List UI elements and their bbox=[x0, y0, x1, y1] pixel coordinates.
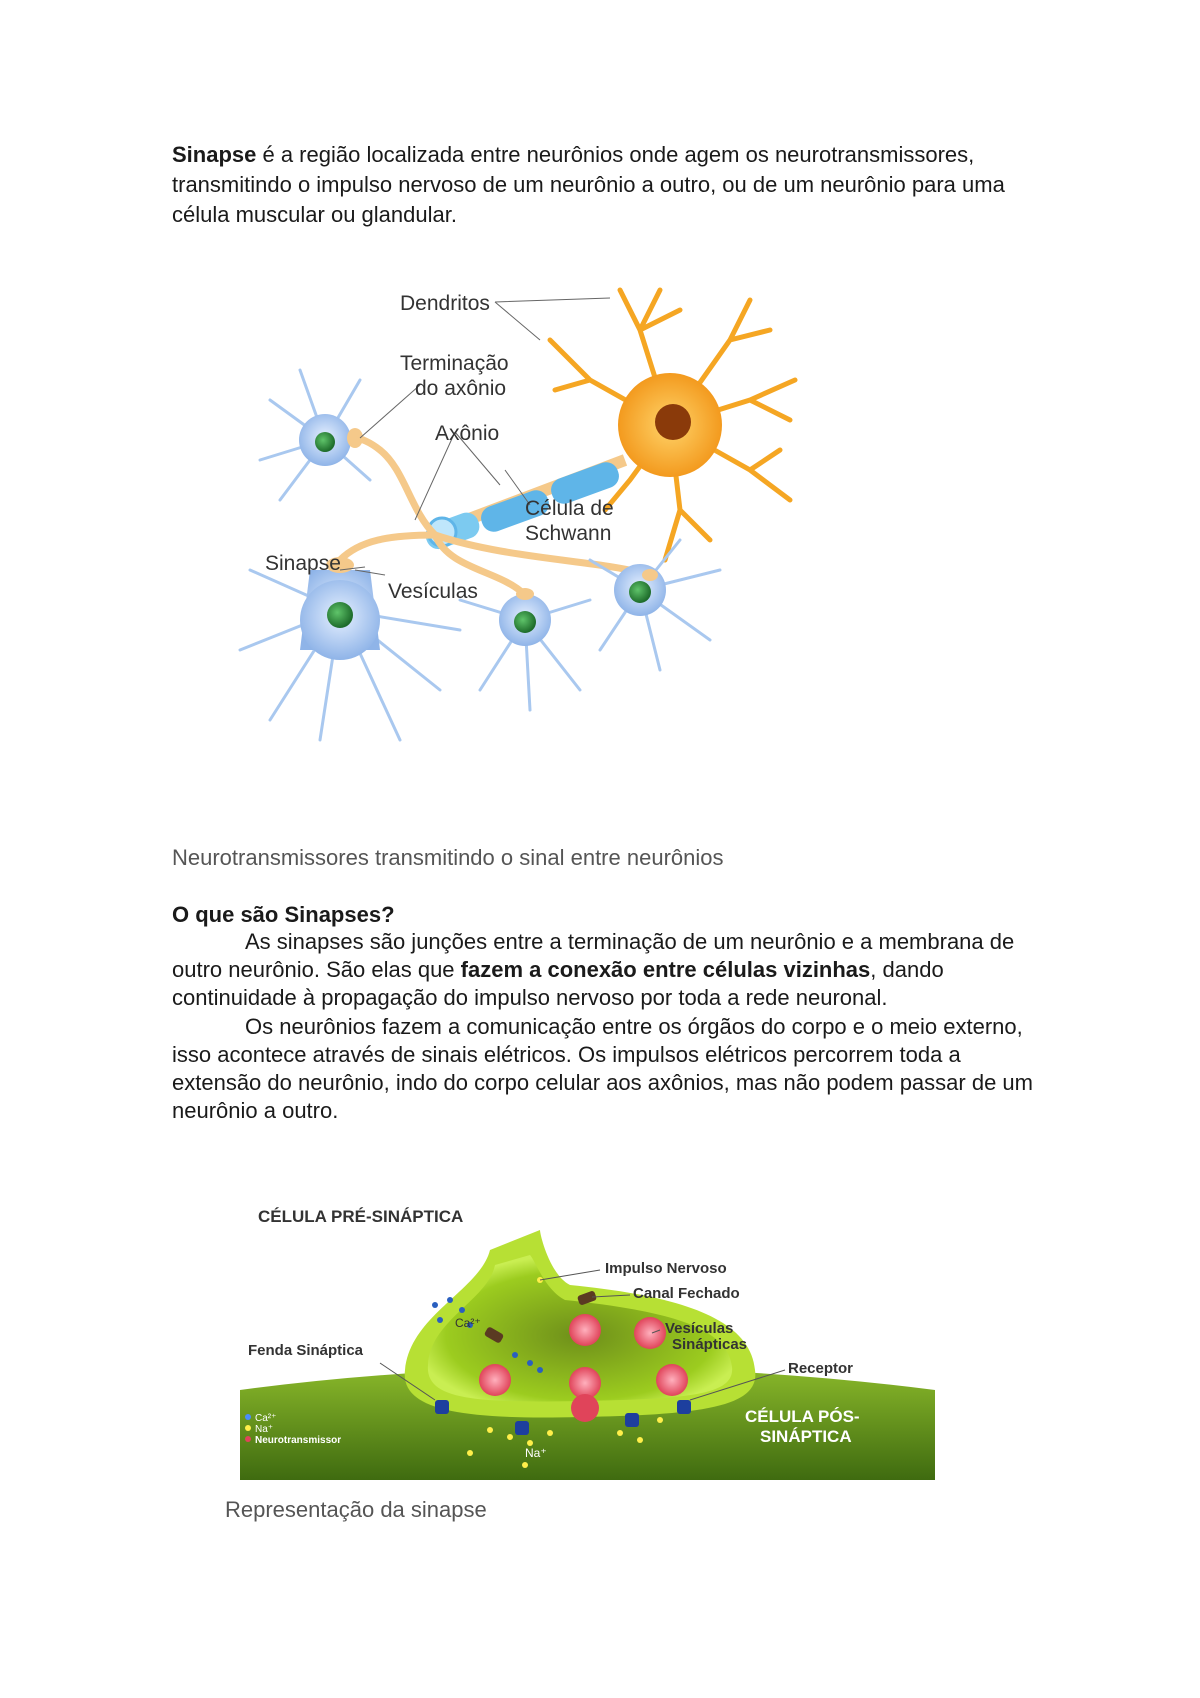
label-terminacao-1: Terminação bbox=[400, 352, 509, 375]
figure1-caption: Neurotransmissores transmitindo o sinal entre neurônios bbox=[172, 845, 724, 870]
label-pos-1: CÉLULA PÓS- bbox=[745, 1407, 860, 1426]
label-terminacao-2: do axônio bbox=[415, 377, 507, 400]
label-celula-2: Schwann bbox=[525, 522, 612, 545]
intro-text: é a região localizada entre neurônios onde agem os neurotransmissores, transmitindo o impulso nervoso de um neurônio a outro, ou de um neurônio para uma célula muscular ou glandular. bbox=[172, 142, 1005, 227]
section-body bbox=[172, 928, 1052, 1125]
label-axonio: Axônio bbox=[435, 422, 500, 445]
label-dendritos: Dendritos bbox=[400, 292, 490, 315]
label-pos-2: SINÁPTICA bbox=[760, 1427, 852, 1446]
label-vesiculas-1: Vesículas bbox=[665, 1320, 734, 1337]
label-canal: Canal Fechado bbox=[633, 1285, 740, 1302]
legend-nt: Neurotransmissor bbox=[255, 1435, 342, 1446]
label-na: Na⁺ bbox=[525, 1446, 547, 1460]
synapse-diagram bbox=[240, 1195, 935, 1480]
label-sinapse: Sinapse bbox=[265, 552, 341, 575]
label-vesiculas: Vesículas bbox=[388, 580, 478, 603]
section-heading: O que são Sinapses? bbox=[172, 902, 395, 927]
section-p2: Os neurônios fazem a comunicação entre os órgãos do corpo e o meio externo, isso acontece através de sinais elétricos. Os impulsos elétricos percorrem toda a extensão do neurônio, indo do corpo celular aos axônios, mas não podem passar de um neurônio a outro. bbox=[172, 1013, 1033, 1124]
figure2-caption: Representação da sinapse bbox=[225, 1497, 487, 1522]
label-fenda: Fenda Sináptica bbox=[248, 1342, 364, 1359]
label-receptor: Receptor bbox=[788, 1360, 854, 1377]
label-celula-1: Célula de bbox=[525, 497, 614, 520]
label-ca: Ca²⁺ bbox=[455, 1316, 481, 1330]
intro-term: Sinapse bbox=[172, 142, 257, 167]
legend-na: Na⁺ bbox=[255, 1424, 274, 1435]
label-pre-sinaptica: CÉLULA PRÉ-SINÁPTICA bbox=[258, 1207, 464, 1226]
section-p1-b: , dando continuidade à propagação do impulso nervoso por toda a rede neuronal. bbox=[172, 957, 944, 1011]
label-impulso: Impulso Nervoso bbox=[605, 1260, 727, 1277]
section-p1-bold: fazem a conexão entre células vizinhas bbox=[460, 957, 871, 983]
section-p1-a: As sinapses são junções entre a terminação de um neurônio e a membrana de outro neurônio. São elas que bbox=[172, 929, 1015, 983]
neuron-diagram bbox=[210, 270, 810, 790]
label-vesiculas-2: Sinápticas bbox=[672, 1336, 748, 1353]
legend-ca: Ca²⁺ bbox=[255, 1413, 277, 1424]
intro-paragraph bbox=[172, 140, 1052, 230]
